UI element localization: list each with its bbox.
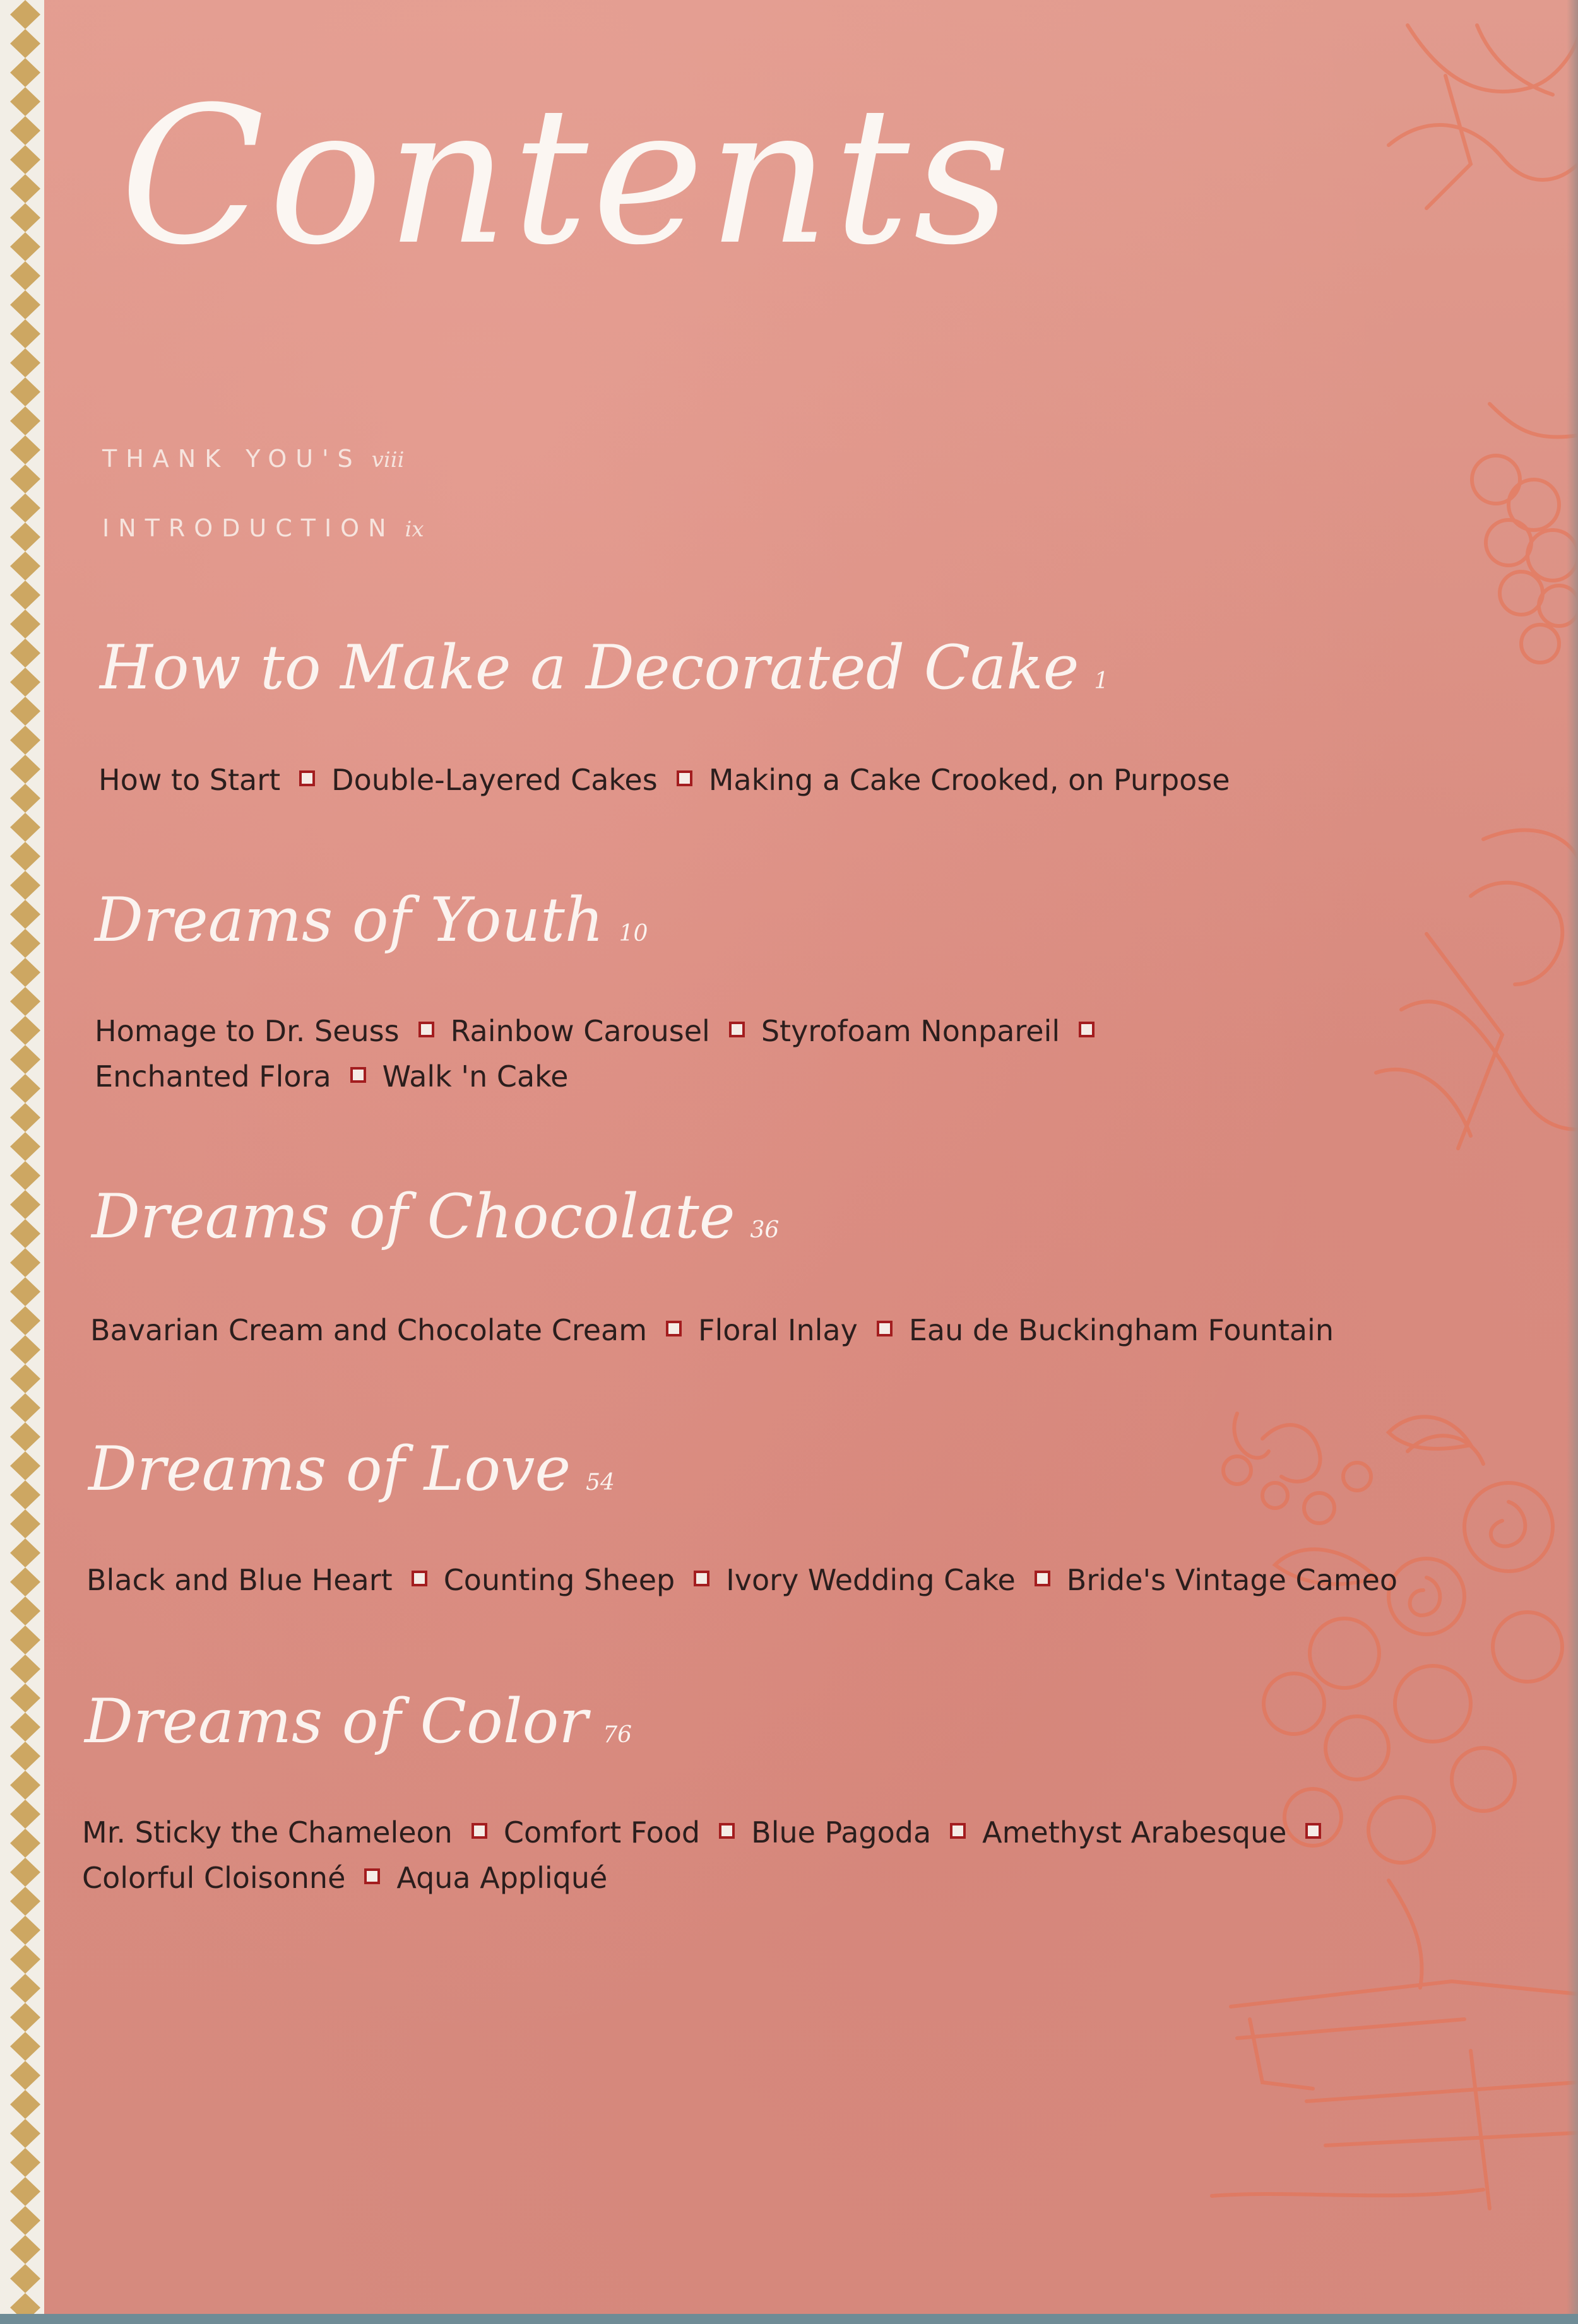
section-title [85, 1686, 632, 1757]
section-title-text: Dreams of Chocolate [92, 1181, 735, 1252]
item-line [82, 1810, 1338, 1855]
front-matter-label: THANK YOU'S [102, 445, 362, 473]
square-bullet-icon [418, 1022, 434, 1037]
section-items [86, 1557, 1397, 1603]
square-bullet-icon [1035, 1571, 1050, 1586]
page-title: Contents [120, 66, 1015, 286]
list-item: Mr. Sticky the Chameleon [82, 1815, 453, 1849]
square-bullet-icon [299, 770, 315, 786]
list-item: Aqua Appliqué [396, 1861, 608, 1895]
list-item: Styrofoam Nonpareil [761, 1014, 1060, 1048]
section-title [100, 632, 1109, 703]
list-item: Colorful Cloisonné [82, 1861, 346, 1895]
scan-bottom-edge [0, 2314, 1578, 2324]
list-item: Rainbow Carousel [450, 1014, 710, 1048]
section-items [95, 1008, 1111, 1099]
square-bullet-icon [364, 1868, 380, 1884]
section-title-text: How to Make a Decorated Cake [100, 632, 1079, 703]
front-matter-page: ix [405, 517, 424, 542]
front-matter-thank-yous [102, 445, 404, 473]
list-item: Double-Layered Cakes [331, 763, 658, 797]
list-item: Amethyst Arabesque [982, 1815, 1287, 1849]
list-item: Floral Inlay [698, 1313, 858, 1347]
square-bullet-icon [666, 1321, 682, 1336]
section-title-text: Dreams of Love [88, 1434, 571, 1504]
square-bullet-icon [350, 1067, 366, 1083]
list-item: Comfort Food [503, 1815, 701, 1849]
item-line [82, 1855, 1338, 1901]
section-title [92, 1181, 780, 1252]
square-bullet-icon [950, 1823, 966, 1839]
front-matter-page: viii [371, 447, 405, 473]
item-line [90, 1307, 1334, 1353]
section-items [82, 1810, 1338, 1901]
list-item: Bavarian Cream and Chocolate Cream [90, 1313, 648, 1347]
square-bullet-icon [1079, 1022, 1095, 1037]
section-page-number: 54 [586, 1470, 615, 1495]
list-item: Making a Cake Crooked, on Purpose [708, 763, 1230, 797]
list-item: Ivory Wedding Cake [726, 1563, 1016, 1597]
list-item: Bride's Vintage Cameo [1066, 1563, 1398, 1597]
list-item: How to Start [98, 763, 281, 797]
section-page-number: 1 [1094, 668, 1109, 694]
list-item: Enchanted Flora [95, 1059, 331, 1094]
list-item: Walk 'n Cake [382, 1059, 569, 1094]
square-bullet-icon [719, 1823, 735, 1839]
square-bullet-icon [729, 1022, 745, 1037]
section-title-text: Dreams of Color [85, 1686, 588, 1757]
item-line [95, 1008, 1111, 1054]
section-title [88, 1434, 615, 1504]
square-bullet-icon [412, 1571, 427, 1586]
section-items [98, 757, 1230, 803]
square-bullet-icon [472, 1823, 487, 1839]
section-items [90, 1307, 1334, 1353]
section-page-number: 10 [619, 921, 648, 947]
square-bullet-icon [1305, 1823, 1321, 1839]
square-bullet-icon [877, 1321, 893, 1336]
section-title-text: Dreams of Youth [95, 885, 604, 955]
list-item: Blue Pagoda [751, 1815, 932, 1849]
square-bullet-icon [694, 1571, 709, 1586]
front-matter-label: INTRODUCTION [102, 514, 395, 542]
list-item: Eau de Buckingham Fountain [908, 1313, 1334, 1347]
front-matter-introduction [102, 514, 424, 542]
square-bullet-icon [677, 770, 692, 786]
section-page-number: 76 [603, 1722, 632, 1748]
page-gutter-shadow [1567, 0, 1578, 2324]
item-line [86, 1557, 1397, 1603]
list-item: Black and Blue Heart [86, 1563, 393, 1597]
section-page-number: 36 [750, 1217, 780, 1243]
section-title [95, 885, 648, 955]
list-item: Homage to Dr. Seuss [95, 1014, 400, 1048]
item-line [95, 1054, 1111, 1099]
list-item: Counting Sheep [443, 1563, 675, 1597]
item-line [98, 757, 1230, 803]
